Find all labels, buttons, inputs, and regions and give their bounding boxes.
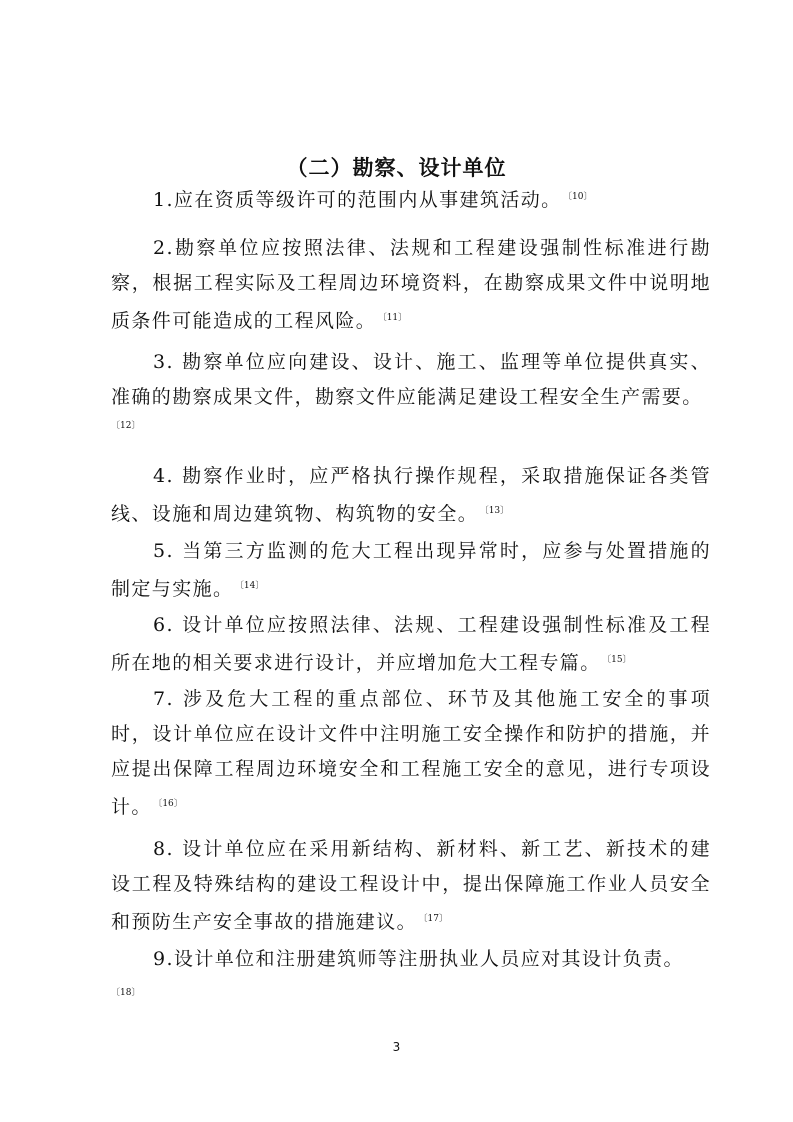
clause-3: [111, 345, 711, 415]
clause-text: 8. 设计单位应在采用新结构、新材料、新工艺、新技术的建设工程及特殊结构的建设工程设计中，提出保障施工作业人员安全和预防生产安全事故的措施建议。: [111, 838, 711, 933]
page-number: 3: [392, 1040, 401, 1054]
clause-text: 1.应在资质等级许可的范围内从事建筑活动。: [153, 189, 562, 211]
clause-text: 6. 设计单位应按照法律、法规、工程建设强制性标准及工程所在地的相关要求进行设计，并应增加危大工程专篇。: [111, 614, 711, 674]
reference-marker: 〔14〕: [239, 581, 265, 591]
reference-marker: 〔12〕: [111, 421, 141, 431]
clause-1: [111, 180, 711, 218]
clause-8: [111, 832, 711, 940]
clause-text: 5. 当第三方监测的危大工程出现异常时，应参与处置措施的制定与实施。: [111, 540, 711, 600]
clause-2: [111, 231, 711, 339]
clause-text: 7. 涉及危大工程的重点部位、环节及其他施工安全的事项时，设计单位应在设计文件中注明施工安全操作和防护的措施，并应提出保障工程周边环境安全和工程施工安全的意见，进行专项设计。: [111, 688, 711, 818]
clause-7: [111, 682, 711, 825]
clause-text: 4. 勘察作业时，应严格执行操作规程，采取措施保证各类管线、设施和周边建筑物、构筑物的安全。: [111, 465, 711, 525]
clause-5: [111, 534, 711, 607]
clause-text: 2.勘察单位应按照法律、法规和工程建设强制性标准进行勘察，根据工程实际及工程周边环境资料，在勘察成果文件中说明地质条件可能造成的工程风险。: [111, 237, 711, 332]
clause-9: [111, 942, 711, 977]
reference-marker: 〔18〕: [111, 988, 141, 998]
clause-text: 3. 勘察单位应向建设、设计、施工、监理等单位提供真实、准确的勘察成果文件，勘察文件应能满足建设工程安全生产需要。: [111, 351, 711, 408]
reference-marker: 〔15〕: [606, 655, 632, 665]
section-heading: （二）勘察、设计单位: [286, 155, 507, 180]
clause-4: [111, 459, 711, 532]
reference-marker: 〔16〕: [157, 799, 183, 809]
reference-marker: 〔13〕: [484, 506, 510, 516]
reference-marker: 〔11〕: [382, 313, 408, 323]
reference-marker: 〔10〕: [567, 192, 593, 202]
reference-marker: 〔17〕: [423, 914, 448, 924]
clause-text: 9.设计单位和注册建筑师等注册执业人员应对其设计负责。: [153, 948, 684, 970]
clause-6: [111, 608, 711, 681]
